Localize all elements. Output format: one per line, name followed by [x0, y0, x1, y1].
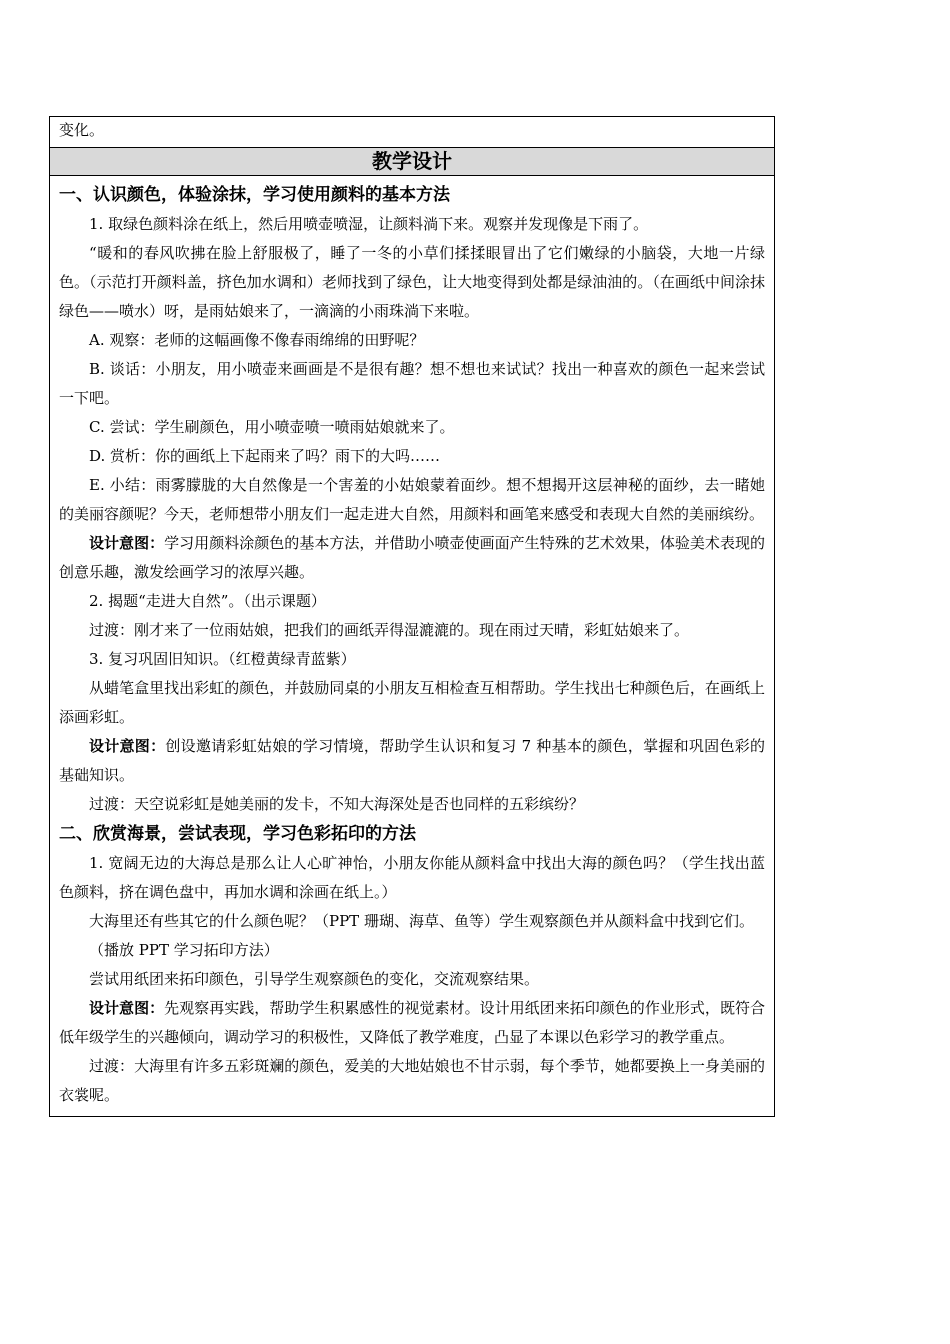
paragraph: A. 观察：老师的这幅画像不像春雨绵绵的田野呢？ — [89, 331, 425, 349]
paragraph: 大海里还有些其它的什么颜色呢？（PPT 珊瑚、海草、鱼等）学生观察颜色并从颜料盒中找到它们。 — [89, 912, 754, 930]
design-intent-paragraph — [59, 732, 765, 790]
table-row — [50, 148, 775, 176]
design-intent-text: 先观察再实践，帮助学生积累感性的视觉素材。设计用纸团来拓印颜色的作业形式，既符合低年级学生的兴趣倾向，调动学习的积极性，又降低了教学难度，凸显了本课以色彩学习的教学重点。 — [59, 999, 765, 1046]
paragraph: 3. 复习巩固旧知识。（红橙黄绿青蓝紫） — [89, 650, 356, 668]
paragraph: 1. 取绿色颜料涂在纸上，然后用喷壶喷湿，让颜料淌下来。观察并发现像是下雨了。 — [89, 215, 649, 233]
design-intent-paragraph — [59, 994, 765, 1052]
design-intent-label: 设计意图： — [89, 737, 166, 755]
section-header-cell: 教学设计 — [50, 148, 775, 176]
previous-content-cell: 变化。 — [50, 117, 775, 148]
paragraph: 尝试用纸团来拓印颜色，引导学生观察颜色的变化，交流观察结果。 — [89, 970, 540, 988]
design-intent-text: 学习用颜料涂颜色的基本方法，并借助小喷壶使画面产生特殊的艺术效果，体验美术表现的创意乐趣，激发绘画学习的浓厚兴趣。 — [59, 534, 765, 581]
paragraph: C. 尝试：学生刷颜色，用小喷壶喷一喷雨姑娘就来了。 — [89, 418, 455, 436]
table-row — [50, 117, 775, 148]
paragraph: 过渡：刚才来了一位雨姑娘，把我们的画纸弄得湿漉漉的。现在雨过天晴，彩虹姑娘来了。 — [89, 621, 690, 639]
table-row — [50, 176, 775, 1117]
paragraph: B. 谈话：小朋友，用小喷壶来画画是不是很有趣？想不想也来试试？找出一种喜欢的颜色一起来尝试一下吧。 — [59, 360, 765, 407]
paragraph: “暖和的春风吹拂在脸上舒服极了，睡了一冬的小草们揉揉眼冒出了它们嫩绿的小脑袋，大地一片绿色。（示范打开颜料盖，挤色加水调和）老师找到了绿色，让大地变得到处都是绿油油的。（在画纸中间涂抹绿色——喷水）呀，是雨姑娘来了，一滴滴的小雨珠淌下来啦。 — [59, 244, 765, 320]
section-heading: 一、认识颜色，体验涂抹，学习使用颜料的基本方法 — [59, 185, 450, 205]
design-intent-text: 创设邀请彩虹姑娘的学习情境，帮助学生认识和复习 7 种基本的颜色，掌握和巩固色彩的基础知识。 — [59, 737, 765, 784]
paragraph: 从蜡笔盒里找出彩虹的颜色，并鼓励同桌的小朋友互相检查互相帮助。学生找出七种颜色后，在画纸上添画彩虹。 — [59, 679, 765, 726]
paragraph: （播放 PPT 学习拓印方法） — [89, 941, 279, 959]
paragraph: E. 小结：雨雾朦胧的大自然像是一个害羞的小姑娘蒙着面纱。想不想揭开这层神秘的面纱，去一睹她的美丽容颜呢？今天，老师想带小朋友们一起走进大自然，用颜料和画笔来感受和表现大自然的美丽缤纷。 — [59, 476, 765, 523]
paragraph: 1. 宽阔无边的大海总是那么让人心旷神怡，小朋友你能从颜料盒中找出大海的颜色吗？（学生找出蓝色颜料，挤在调色盘中，再加水调和涂画在纸上。） — [59, 854, 765, 901]
design-intent-label: 设计意图： — [89, 534, 165, 552]
section-heading: 二、欣赏海景，尝试表现，学习色彩拓印的方法 — [59, 824, 416, 844]
paragraph: 过渡：天空说彩虹是她美丽的发卡，不知大海深处是否也同样的五彩缤纷？ — [89, 795, 585, 813]
design-intent-paragraph — [59, 529, 765, 587]
lesson-plan-table — [49, 116, 775, 1117]
paragraph: 过渡：大海里有许多五彩斑斓的颜色，爱美的大地姑娘也不甘示弱，每个季节，她都要换上一身美丽的衣裳呢。 — [59, 1057, 765, 1104]
design-intent-label: 设计意图： — [89, 999, 165, 1017]
teaching-design-cell — [50, 176, 775, 1117]
paragraph: D. 赏析：你的画纸上下起雨来了吗？雨下的大吗…… — [89, 447, 441, 465]
paragraph: 2. 揭题“走进大自然”。（出示课题） — [89, 592, 326, 610]
